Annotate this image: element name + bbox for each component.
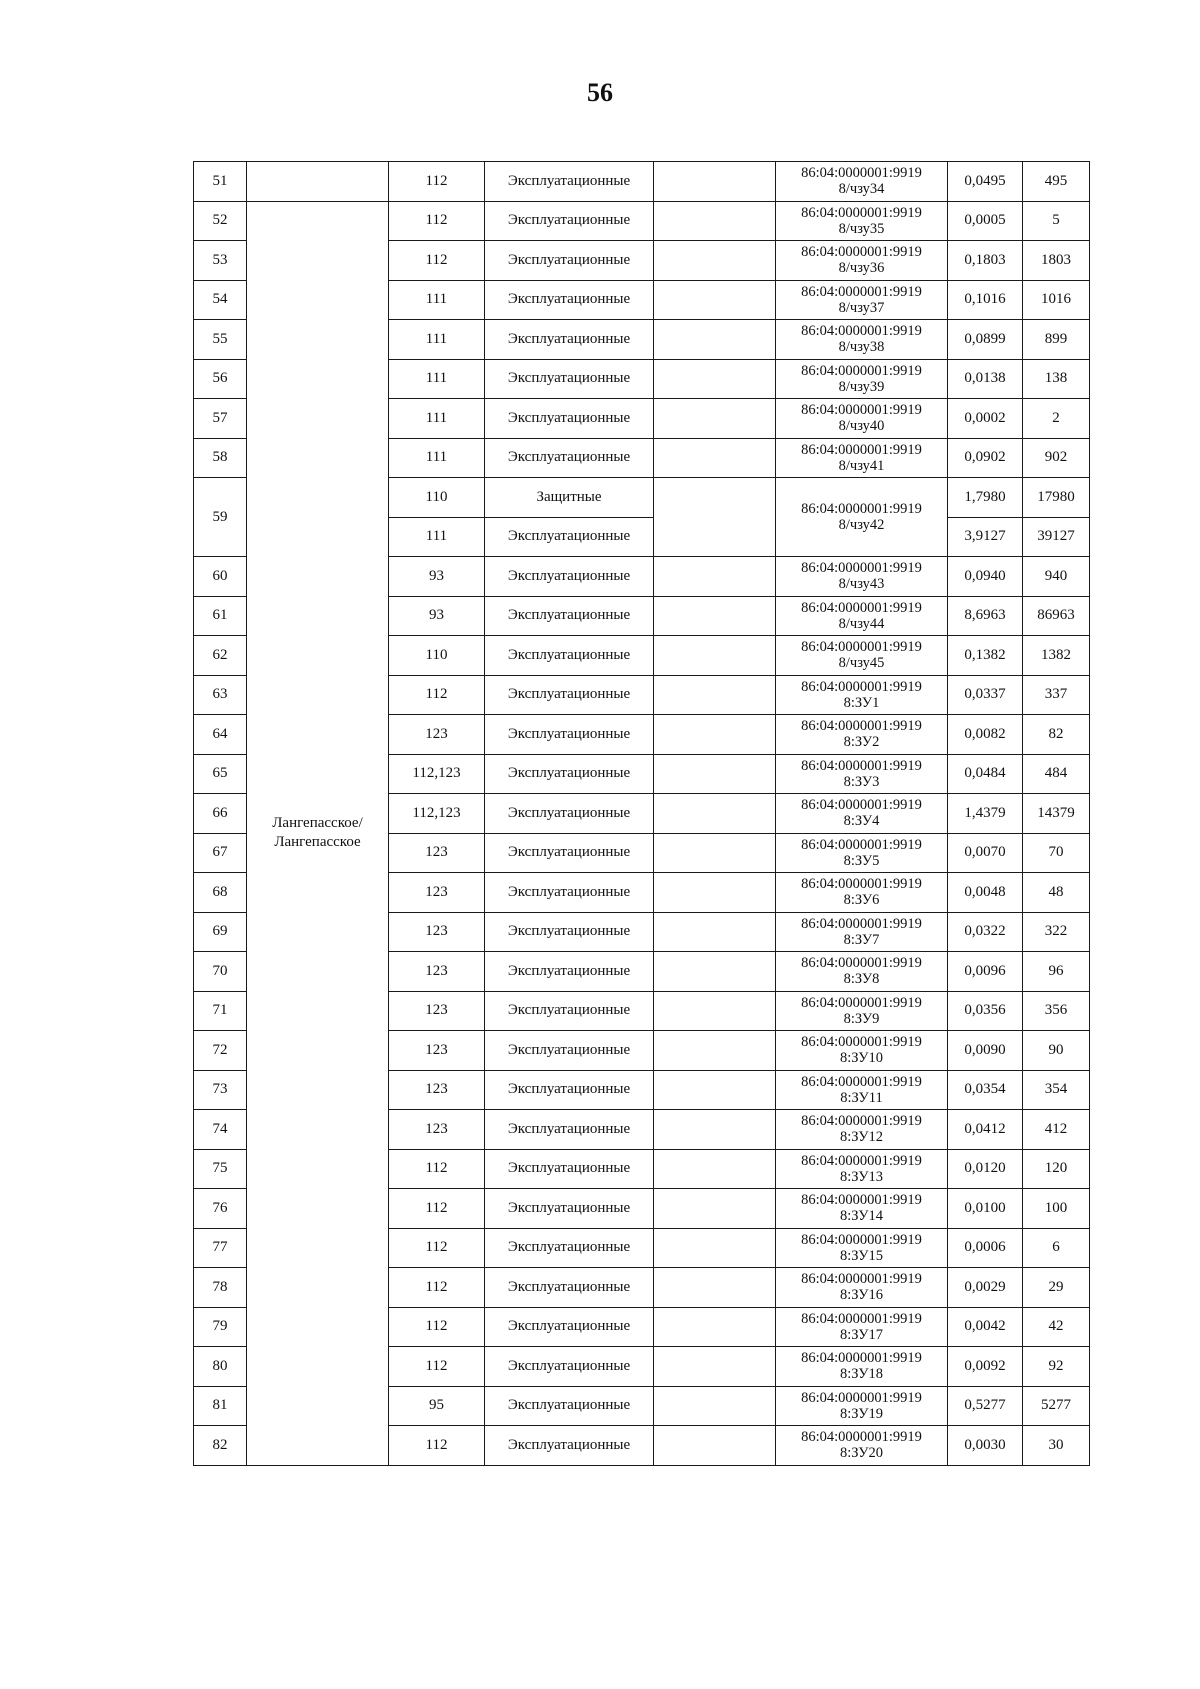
cadastral-number: 86:04:0000001:9919 8:ЗУ20 [776, 1426, 948, 1466]
forest-category: Эксплуатационные [485, 715, 654, 755]
area-hectares: 0,0070 [948, 833, 1023, 873]
quarter-number: 112 [389, 162, 485, 202]
row-number: 81 [194, 1386, 247, 1426]
cadastral-number: 86:04:0000001:9919 8:ЗУ1 [776, 675, 948, 715]
row-number: 51 [194, 162, 247, 202]
cadastral-number: 86:04:0000001:9919 8/чзу44 [776, 596, 948, 636]
area-square-meters: 100 [1023, 1189, 1090, 1229]
forest-category: Эксплуатационные [485, 794, 654, 834]
area-square-meters: 48 [1023, 873, 1090, 913]
area-square-meters: 902 [1023, 438, 1090, 478]
row-number: 53 [194, 241, 247, 281]
cadastral-number: 86:04:0000001:9919 8/чзу34 [776, 162, 948, 202]
area-square-meters: 5 [1023, 201, 1090, 241]
cadastral-number: 86:04:0000001:9919 8/чзу41 [776, 438, 948, 478]
quarter-number: 112 [389, 1307, 485, 1347]
area-square-meters: 138 [1023, 359, 1090, 399]
area-square-meters: 2 [1023, 399, 1090, 439]
area-square-meters: 5277 [1023, 1386, 1090, 1426]
area-square-meters: 940 [1023, 557, 1090, 597]
area-square-meters: 356 [1023, 991, 1090, 1031]
quarter-number: 123 [389, 873, 485, 913]
row-number: 60 [194, 557, 247, 597]
forest-category: Эксплуатационные [485, 320, 654, 360]
forest-category: Эксплуатационные [485, 1386, 654, 1426]
forest-category: Эксплуатационные [485, 754, 654, 794]
row-number: 66 [194, 794, 247, 834]
table-row [194, 201, 1090, 241]
area-square-meters: 354 [1023, 1070, 1090, 1110]
forest-category: Эксплуатационные [485, 1307, 654, 1347]
page-number: 56 [587, 78, 613, 107]
forest-category: Эксплуатационные [485, 280, 654, 320]
row-number: 73 [194, 1070, 247, 1110]
row-number: 80 [194, 1347, 247, 1387]
area-square-meters: 1803 [1023, 241, 1090, 281]
row-number: 64 [194, 715, 247, 755]
row-number: 77 [194, 1228, 247, 1268]
empty-cell [654, 1228, 776, 1268]
cadastral-number: 86:04:0000001:9919 8/чзу37 [776, 280, 948, 320]
empty-cell [654, 596, 776, 636]
cadastral-number: 86:04:0000001:9919 8/чзу43 [776, 557, 948, 597]
cadastral-number: 86:04:0000001:9919 8/чзу39 [776, 359, 948, 399]
cadastral-number: 86:04:0000001:9919 8/чзу40 [776, 399, 948, 439]
empty-cell [654, 754, 776, 794]
area-square-meters: 29 [1023, 1268, 1090, 1308]
quarter-number: 111 [389, 399, 485, 439]
forest-category: Эксплуатационные [485, 241, 654, 281]
forest-category: Эксплуатационные [485, 1070, 654, 1110]
cadastral-number: 86:04:0000001:9919 8:ЗУ4 [776, 794, 948, 834]
forest-category: Эксплуатационные [485, 1228, 654, 1268]
forest-category: Эксплуатационные [485, 438, 654, 478]
forest-category: Эксплуатационные [485, 1031, 654, 1071]
forest-category: Эксплуатационные [485, 1347, 654, 1387]
empty-cell [654, 873, 776, 913]
quarter-number: 112 [389, 675, 485, 715]
forest-category: Эксплуатационные [485, 952, 654, 992]
area-square-meters: 1382 [1023, 636, 1090, 676]
cadastral-number: 86:04:0000001:9919 8:ЗУ6 [776, 873, 948, 913]
area-square-meters: 322 [1023, 912, 1090, 952]
quarter-number: 123 [389, 952, 485, 992]
area-hectares: 0,0337 [948, 675, 1023, 715]
forest-category: Эксплуатационные [485, 557, 654, 597]
cadastral-number: 86:04:0000001:9919 8:ЗУ3 [776, 754, 948, 794]
empty-cell [654, 1386, 776, 1426]
quarter-number: 111 [389, 359, 485, 399]
forest-category: Эксплуатационные [485, 1268, 654, 1308]
area-square-meters: 495 [1023, 162, 1090, 202]
quarter-number: 95 [389, 1386, 485, 1426]
area-hectares: 0,1382 [948, 636, 1023, 676]
cadastral-number: 86:04:0000001:9919 8:ЗУ9 [776, 991, 948, 1031]
cadastral-number: 86:04:0000001:9919 8/чзу38 [776, 320, 948, 360]
area-hectares: 0,1016 [948, 280, 1023, 320]
area-square-meters: 70 [1023, 833, 1090, 873]
area-hectares: 1,4379 [948, 794, 1023, 834]
row-number: 79 [194, 1307, 247, 1347]
row-number: 62 [194, 636, 247, 676]
quarter-number: 123 [389, 1070, 485, 1110]
area-hectares: 0,0484 [948, 754, 1023, 794]
forest-category: Эксплуатационные [485, 675, 654, 715]
area-hectares: 0,0048 [948, 873, 1023, 913]
forest-category: Эксплуатационные [485, 359, 654, 399]
row-number: 57 [194, 399, 247, 439]
area-hectares: 8,6963 [948, 596, 1023, 636]
quarter-number: 110 [389, 636, 485, 676]
area-square-meters: 42 [1023, 1307, 1090, 1347]
table-body [194, 162, 1090, 1466]
empty-cell [654, 1189, 776, 1229]
empty-cell [654, 280, 776, 320]
empty-cell [654, 1307, 776, 1347]
area-square-meters: 92 [1023, 1347, 1090, 1387]
area-hectares: 0,0354 [948, 1070, 1023, 1110]
empty-cell [654, 952, 776, 992]
area-square-meters: 14379 [1023, 794, 1090, 834]
cadastral-number: 86:04:0000001:9919 8:ЗУ15 [776, 1228, 948, 1268]
empty-cell [654, 201, 776, 241]
row-number: 52 [194, 201, 247, 241]
row-number: 55 [194, 320, 247, 360]
quarter-number: 112,123 [389, 794, 485, 834]
area-hectares: 0,0899 [948, 320, 1023, 360]
cadastral-number: 86:04:0000001:9919 8:ЗУ11 [776, 1070, 948, 1110]
area-square-meters: 412 [1023, 1110, 1090, 1150]
forest-category: Эксплуатационные [485, 873, 654, 913]
area-square-meters: 39127 [1023, 517, 1090, 557]
row-number: 59 [194, 478, 247, 557]
row-number: 78 [194, 1268, 247, 1308]
area-square-meters: 337 [1023, 675, 1090, 715]
forest-category: Эксплуатационные [485, 636, 654, 676]
area-hectares: 0,1803 [948, 241, 1023, 281]
empty-cell [654, 399, 776, 439]
quarter-number: 110 [389, 478, 485, 518]
empty-cell [654, 438, 776, 478]
area-square-meters: 120 [1023, 1149, 1090, 1189]
cadastral-number: 86:04:0000001:9919 8:ЗУ16 [776, 1268, 948, 1308]
row-number: 74 [194, 1110, 247, 1150]
quarter-number: 123 [389, 912, 485, 952]
area-hectares: 1,7980 [948, 478, 1023, 518]
quarter-number: 112 [389, 1228, 485, 1268]
quarter-number: 112 [389, 241, 485, 281]
cadastral-number: 86:04:0000001:9919 8:ЗУ19 [776, 1386, 948, 1426]
cadastral-number: 86:04:0000001:9919 8:ЗУ13 [776, 1149, 948, 1189]
row-number: 65 [194, 754, 247, 794]
cadastral-number: 86:04:0000001:9919 8:ЗУ14 [776, 1189, 948, 1229]
cadastral-number: 86:04:0000001:9919 8:ЗУ7 [776, 912, 948, 952]
cadastral-number: 86:04:0000001:9919 8:ЗУ2 [776, 715, 948, 755]
row-number: 72 [194, 1031, 247, 1071]
cadastral-number: 86:04:0000001:9919 8:ЗУ17 [776, 1307, 948, 1347]
area-square-meters: 96 [1023, 952, 1090, 992]
row-number: 76 [194, 1189, 247, 1229]
empty-cell [654, 1149, 776, 1189]
empty-cell [654, 320, 776, 360]
area-hectares: 0,0002 [948, 399, 1023, 439]
cadastral-number: 86:04:0000001:9919 8:ЗУ18 [776, 1347, 948, 1387]
area-hectares: 0,0902 [948, 438, 1023, 478]
row-number: 68 [194, 873, 247, 913]
quarter-number: 123 [389, 833, 485, 873]
area-hectares: 0,0100 [948, 1189, 1023, 1229]
empty-cell [654, 557, 776, 597]
area-square-meters: 82 [1023, 715, 1090, 755]
empty-cell [654, 715, 776, 755]
area-hectares: 0,0120 [948, 1149, 1023, 1189]
quarter-number: 112 [389, 1268, 485, 1308]
forest-category: Эксплуатационные [485, 833, 654, 873]
forest-category: Эксплуатационные [485, 517, 654, 557]
area-hectares: 3,9127 [948, 517, 1023, 557]
quarter-number: 93 [389, 596, 485, 636]
area-hectares: 0,0096 [948, 952, 1023, 992]
table-row [194, 162, 1090, 202]
quarter-number: 112 [389, 1149, 485, 1189]
empty-cell [654, 1070, 776, 1110]
quarter-number: 112 [389, 1347, 485, 1387]
quarter-number: 112,123 [389, 754, 485, 794]
forest-category: Эксплуатационные [485, 1189, 654, 1229]
cadastral-number: 86:04:0000001:9919 8:ЗУ5 [776, 833, 948, 873]
row-number: 63 [194, 675, 247, 715]
area-hectares: 0,0412 [948, 1110, 1023, 1150]
area-square-meters: 86963 [1023, 596, 1090, 636]
area-hectares: 0,0940 [948, 557, 1023, 597]
row-number: 67 [194, 833, 247, 873]
empty-cell [654, 991, 776, 1031]
cadastral-number: 86:04:0000001:9919 8:ЗУ12 [776, 1110, 948, 1150]
empty-cell [654, 1426, 776, 1466]
row-number: 56 [194, 359, 247, 399]
forest-category: Эксплуатационные [485, 1110, 654, 1150]
forest-category: Защитные [485, 478, 654, 518]
row-number: 82 [194, 1426, 247, 1466]
cadastral-number: 86:04:0000001:9919 8/чзу45 [776, 636, 948, 676]
empty-cell [654, 794, 776, 834]
quarter-number: 123 [389, 1110, 485, 1150]
empty-cell [654, 1110, 776, 1150]
quarter-number: 123 [389, 715, 485, 755]
area-hectares: 0,0029 [948, 1268, 1023, 1308]
quarter-number: 111 [389, 517, 485, 557]
row-number: 54 [194, 280, 247, 320]
forest-category: Эксплуатационные [485, 596, 654, 636]
row-number: 61 [194, 596, 247, 636]
land-plots-table [193, 161, 1090, 1466]
quarter-number: 123 [389, 1031, 485, 1071]
field-cell [247, 162, 389, 202]
area-hectares: 0,0322 [948, 912, 1023, 952]
row-number: 75 [194, 1149, 247, 1189]
empty-cell [654, 1268, 776, 1308]
quarter-number: 112 [389, 1426, 485, 1466]
empty-cell [654, 636, 776, 676]
area-hectares: 0,0090 [948, 1031, 1023, 1071]
area-hectares: 0,0495 [948, 162, 1023, 202]
empty-cell [654, 912, 776, 952]
empty-cell [654, 1031, 776, 1071]
cadastral-number: 86:04:0000001:9919 8:ЗУ8 [776, 952, 948, 992]
quarter-number: 123 [389, 991, 485, 1031]
forest-category: Эксплуатационные [485, 162, 654, 202]
area-square-meters: 30 [1023, 1426, 1090, 1466]
quarter-number: 93 [389, 557, 485, 597]
area-square-meters: 90 [1023, 1031, 1090, 1071]
area-square-meters: 484 [1023, 754, 1090, 794]
forest-category: Эксплуатационные [485, 912, 654, 952]
empty-cell [654, 675, 776, 715]
area-square-meters: 1016 [1023, 280, 1090, 320]
row-number: 71 [194, 991, 247, 1031]
area-square-meters: 899 [1023, 320, 1090, 360]
forest-category: Эксплуатационные [485, 399, 654, 439]
area-hectares: 0,0138 [948, 359, 1023, 399]
quarter-number: 112 [389, 201, 485, 241]
cadastral-number: 86:04:0000001:9919 8/чзу35 [776, 201, 948, 241]
area-square-meters: 6 [1023, 1228, 1090, 1268]
empty-cell [654, 162, 776, 202]
field-name: Лангепасское/ Лангепасское [247, 201, 389, 1465]
cadastral-number: 86:04:0000001:9919 8/чзу42 [776, 478, 948, 557]
empty-cell [654, 241, 776, 281]
area-hectares: 0,5277 [948, 1386, 1023, 1426]
row-number: 70 [194, 952, 247, 992]
quarter-number: 112 [389, 1189, 485, 1229]
row-number: 58 [194, 438, 247, 478]
quarter-number: 111 [389, 438, 485, 478]
area-hectares: 0,0030 [948, 1426, 1023, 1466]
quarter-number: 111 [389, 320, 485, 360]
row-number: 69 [194, 912, 247, 952]
area-hectares: 0,0006 [948, 1228, 1023, 1268]
empty-cell [654, 478, 776, 557]
area-hectares: 0,0042 [948, 1307, 1023, 1347]
area-hectares: 0,0356 [948, 991, 1023, 1031]
cadastral-number: 86:04:0000001:9919 8:ЗУ10 [776, 1031, 948, 1071]
area-square-meters: 17980 [1023, 478, 1090, 518]
area-hectares: 0,0005 [948, 201, 1023, 241]
forest-category: Эксплуатационные [485, 991, 654, 1031]
empty-cell [654, 1347, 776, 1387]
area-hectares: 0,0092 [948, 1347, 1023, 1387]
quarter-number: 111 [389, 280, 485, 320]
empty-cell [654, 833, 776, 873]
forest-category: Эксплуатационные [485, 201, 654, 241]
forest-category: Эксплуатационные [485, 1426, 654, 1466]
area-hectares: 0,0082 [948, 715, 1023, 755]
forest-category: Эксплуатационные [485, 1149, 654, 1189]
empty-cell [654, 359, 776, 399]
cadastral-number: 86:04:0000001:9919 8/чзу36 [776, 241, 948, 281]
